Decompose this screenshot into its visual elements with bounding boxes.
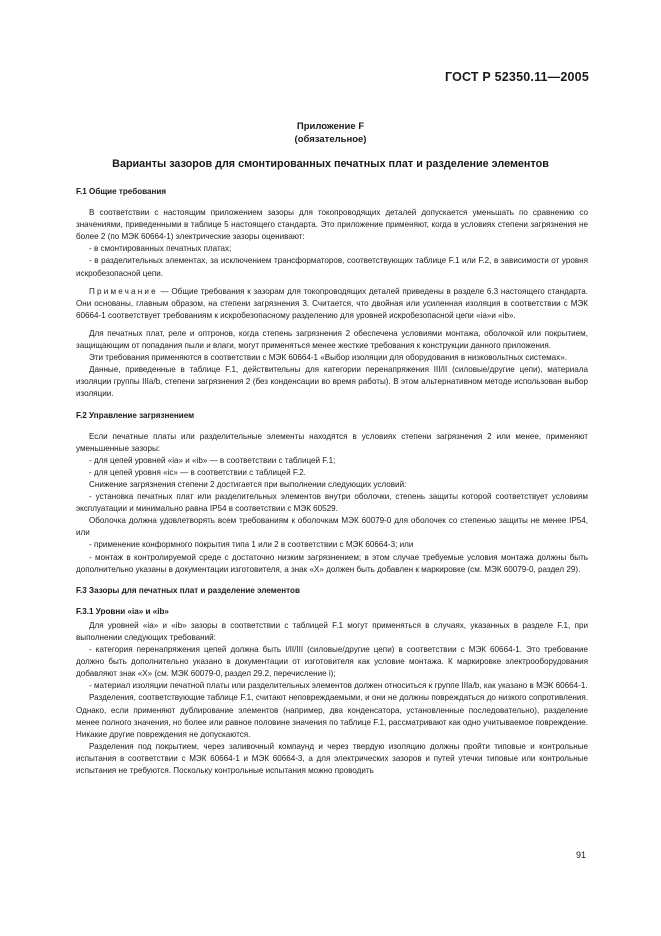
section-f1-heading: F.1 Общие требования [76, 187, 167, 196]
section-f2-bullet: - применение конформного покрытия типа 1 или 2 в соответствии с МЭК 60664-3; или [89, 540, 414, 550]
section-f3-bullet: - категория перенапряжения цепей должна быть I/II/III (силовые/другие цепи) в соответствии с МЭК 60664-1. Это требование должно быть дополнительно указано в документации от изготовителя как условие монтажа. К маркировке электрооборудования добавляют знак «X» (см. МЭК 60079-0, раздел 29.2, перечисление i); [76, 645, 588, 679]
section-f2-heading: F.2 Управление загрязнением [76, 410, 195, 420]
section-f1-paragraph: В соответствии с настоящим приложением зазоры для токопроводящих деталей допускается уменьшать по сравнению со значениями, приведенными в таблице 5 настоящего стандарта. Это приложение применяют, когда в условиях степени загрязнения не более 2 (по МЭК 60664-1) электрические зазоры оценивают: [76, 208, 588, 242]
section-f3-heading: F.3 Зазоры для печатных плат и разделение элементов [76, 585, 300, 595]
page-number: 91 [575, 850, 586, 860]
section-f1-paragraph: Данные, приведенные в таблице F.1, действительны для категории перенапряжения III/II (силовые/другие цепи), материала изоляции группы IIIa/b, степени загрязнения 2 (без конденсации во время работы). В этом альтернативном методе использован выбор изоляции. [76, 365, 588, 399]
section-f2-bullet: - для цепей уровней «ia» и «ib» — в соответствии с таблицей F.1; [89, 455, 336, 465]
section-f1-paragraph: Эти требования применяются в соответствии с МЭК 60664-1 «Выбор изоляции для оборудования в низковольтных системах». [89, 353, 567, 363]
section-f3-1-heading: F.3.1 Уровни «ia» и «ib» [76, 606, 169, 616]
section-f2-paragraph: Если печатные платы или разделительные элементы находятся в условиях степени загрязнения 2 или менее, применяют уменьшенные зазоры: [76, 431, 588, 453]
section-f1-paragraph: Для печатных плат, реле и оптронов, когда степень загрязнения 2 обеспечена условиями монтажа, оболочкой или покрытием, защищающим от попадания пыли и влаги, могут применяться менее жесткие требования к конструкции данного приложения. [76, 328, 588, 351]
section-f2-paragraph: Оболочка должна удовлетворять всем требованиям к оболочкам МЭК 60079-0 для оболочек со степенью защиты не менее IP54, или [76, 516, 588, 538]
section-f1-bullet: - в смонтированных печатных платах; [89, 244, 232, 254]
section-f1-bullet: - в разделительных элементах, за исключением трансформаторов, соответствующих таблице F.1 или F.2, в зависимости от уровня искробезопасной цепи. [76, 256, 588, 278]
annex-status: (обязательное) [294, 134, 367, 145]
annex-heading [0, 120, 661, 146]
section-f3-paragraph: Разделения, соответствующие таблице F.1, считают неповреждаемыми, и они не должны повреждаться до низкого сопротивления. Однако, если применяют дублирование элементов (например, два конденсатора, установленные последовательно), разделение менее полного значения, но более или равное половине значения по таблице F.1, рассматривают как одно учитываемое повреждение. Никакие другие повреждения не допускаются. [76, 693, 588, 739]
section-f3-bullet: - материал изоляции печатной платы или разделительных элементов должен относиться к группе IIIa/b, как указано в МЭК 60664-1. [89, 681, 588, 691]
section-f3-paragraph: Разделения под покрытием, через заливочный компаунд и через твердую изоляцию должны пройти типовые и контрольные испытания в соответствии с МЭК 60664-1 и МЭК 60664-3, а для электрических зазоров и путей утечки типовые или контрольные испытания не требуются. Поскольку контрольные испытания можно проводить [76, 741, 588, 776]
note-label: Примечание [89, 286, 158, 296]
section-f2-bullet: - монтаж в контролируемой среде с достаточно низким загрязнением; в этом случае требуемые условия монтажа должны быть дополнительно указаны в документации изготовителя, а знак «X» должен быть добавлен к маркировке (см. МЭК 60079-0, раздел 29). [76, 552, 588, 574]
standard-header: ГОСТ Р 52350.11—2005 [444, 70, 589, 84]
section-f3-paragraph: Для уровней «ia» и «ib» зазоры в соответствии с таблицей F.1 могут применяться в случаях, указанных в разделе F.1, при выполнении следующих требований: [76, 620, 588, 642]
section-f2-bullet: - установка печатных плат или разделительных элементов внутри оболочки, степень защиты которой соответствует условиям эксплуатации и минимально равна IP54 в соответствии с МЭК 60529. [76, 492, 588, 514]
section-f2-paragraph: Снижение загрязнения степени 2 достигается при выполнении следующих условий: [89, 479, 407, 489]
document-body [76, 186, 588, 777]
section-f2-bullet: - для цепей уровня «ic» — в соответствии с таблицей F.2. [89, 467, 306, 477]
note-paragraph [76, 286, 588, 322]
document-title: Варианты зазоров для смонтированных печатных плат и разделение элементов [112, 158, 549, 170]
annex-title: Приложение F [296, 121, 365, 132]
note-text: — Общие требования к зазорам для токопроводящих деталей приведены в разделе 6.3 настоящего стандарта. Они основаны, главным образом, на степени загрязнения 3. Считается, что двойная или усиленная изоляция в соответствии с МЭК 60664-1 соответствует требованиям к искробезопасному разделению для уровней искробезопасной цепи «ia»и «ib». [76, 286, 588, 320]
